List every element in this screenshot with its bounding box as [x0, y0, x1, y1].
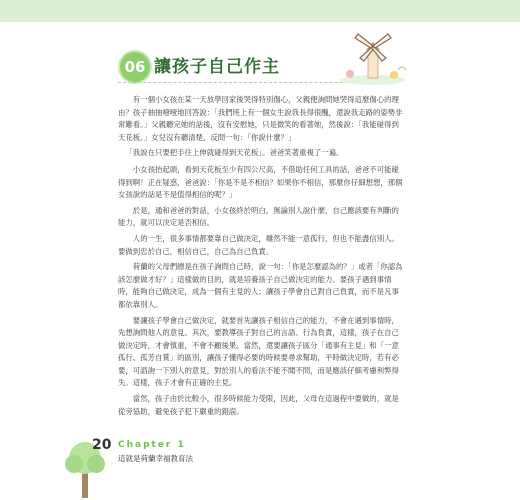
paragraph-7: 要讓孩子學會自己做決定，就要首先讓孩子相信自己的能力，不會在遇到事情時，先想詢問他人的意見。其次，要教導孩子對自己的言語、行為負責，這樣，孩子在自己做決定時，才會慎重，不會不顧後果。當然，還要讓孩子區分「通事有主見」和「一意孤行、孤芳自賞」的區別，讓孩子懂得必要的時候要尋求幫助，平時做決定時，若有必要，可諮詢一下別人的意見，對於別人的看法不能不聞不問，而是應該仔細考慮利弊得失。這樣，孩子才會有正確的主見。: [118, 315, 399, 388]
paragraph-2-quote: 「我說在只要把手往上伸就碰得到天花板」。爸爸笑著重複了一遍。: [125, 148, 344, 158]
chapter-label: Chapter 1: [118, 440, 186, 450]
top-color-band: [0, 0, 520, 22]
page-title: 讓孩子自己作主: [154, 57, 280, 77]
windmill-illustration-icon: [338, 30, 408, 85]
page-number: 20: [92, 437, 112, 453]
paragraph-8: 當然，孩子由於比較小，很多時候能力受限，因此，父母在這過程中要做的，就是從旁協助，避免孩子犯下嚴重的錯誤。: [118, 394, 399, 416]
paragraph-6: 荷蘭的父母們總是在孩子詢問自己時，說一句：「你是怎麼認為的？」或者「你認為該怎麼做才好？」這樣做的目的，就是培養孩子自己做決定的能力。要孩子遇到事情時，能夠自己做決定，成為一個有主見的人；讓孩子學會自己對自己負責，而不是凡事都依靠別人。: [118, 262, 403, 309]
section-number-badge: 06: [118, 50, 152, 84]
paragraph-3: 小女孩抬起頭，看到天花板至少有四公尺高，不借助任何工具的話，爸爸不可能碰得到啊！正在疑惑，爸爸說：「你是不是不相信？如果你不相信，那麼你仔細想想，那個女孩說的話是不是值得相信的呢？」: [118, 164, 403, 200]
article-body: [118, 94, 406, 421]
chapter-subtitle: 這就是荷蘭幸福教育法: [118, 454, 193, 463]
paragraph-4: 於是，通和爸爸的對話，小女孩終於明白，無論別人說什麼，自己應該要有判斷的能力，就可以決定是否相信。: [118, 205, 399, 228]
paragraph-5: 人的一生，很多事情都要靠自己做決定，雖然不能一意孤行，但也不能盡信別人。要做到忠於自己，相信自己，自己為自己負責。: [118, 233, 399, 256]
paragraph-1: 有一個小女孩在某一天放學回家後哭得特別傷心，父親便詢問她哭得這麼傷心的理由？孩子抽抽噎噎地回答說：「我們班上有一個女生說我長得很醜，還說我走路的姿勢非常難看。」父親聽完她的話後，沒有安慰她，只是微笑的看著她，然後說：「我能碰得到天花板。」女兒沒有聽清楚，反問一句：「你說什麼？」: [118, 95, 403, 142]
